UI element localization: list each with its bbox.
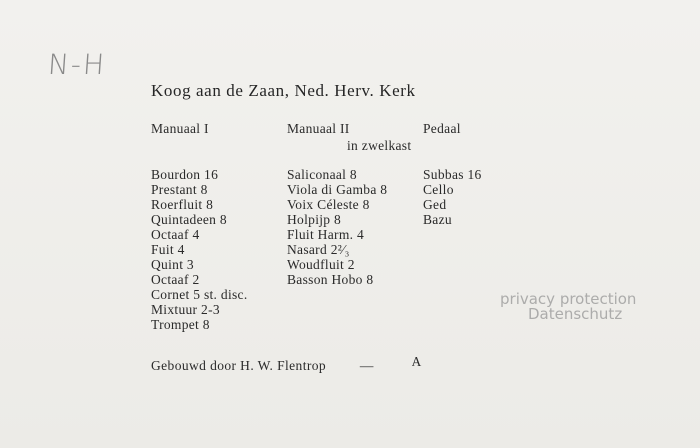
builder-line xyxy=(151,354,422,374)
stop-item: Holpijp 8 xyxy=(287,212,342,227)
stop-item: Ged xyxy=(423,197,447,212)
column-manuaal-2 xyxy=(287,121,419,287)
handwritten-annotation: N-H xyxy=(46,48,108,81)
column-heading: Manuaal I xyxy=(151,121,209,136)
column-heading: Manuaal II xyxy=(287,121,350,136)
column-subheading: in zwelkast xyxy=(347,138,412,153)
stop-item: Cello xyxy=(423,182,454,197)
stop-list xyxy=(287,167,419,287)
stop-item: Nasard 2²⁄₃ xyxy=(287,242,350,257)
stop-list xyxy=(151,167,281,332)
stop-item: Cornet 5 st. disc. xyxy=(151,287,248,302)
stop-item: Bazu xyxy=(423,212,452,227)
stop-list xyxy=(423,167,495,227)
stop-item: Fuit 4 xyxy=(151,242,185,257)
stop-item: Bourdon 16 xyxy=(151,167,219,182)
stop-item: Prestant 8 xyxy=(151,182,208,197)
stop-item: Voix Céleste 8 xyxy=(287,197,370,212)
stop-item: Saliconaal 8 xyxy=(287,167,357,182)
truncated-text: A xyxy=(411,354,422,369)
separator-dash: — xyxy=(359,358,374,373)
watermark-line-2: Datenschutz xyxy=(528,305,623,323)
stop-item: Viola di Gamba 8 xyxy=(287,182,388,197)
stop-item: Quint 3 xyxy=(151,257,194,272)
column-manuaal-1 xyxy=(151,121,281,332)
stop-item: Octaaf 4 xyxy=(151,227,200,242)
column-pedaal xyxy=(423,121,495,227)
column-heading: Pedaal xyxy=(423,121,461,136)
stop-item: Quintadeen 8 xyxy=(151,212,227,227)
stop-item: Octaaf 2 xyxy=(151,272,200,287)
card-title: Koog aan de Zaan, Ned. Herv. Kerk xyxy=(151,81,416,100)
builder-text: Gebouwd door H. W. Flentrop xyxy=(151,358,327,373)
stop-item: Basson Hobo 8 xyxy=(287,272,374,287)
stop-item: Roerfluit 8 xyxy=(151,197,214,212)
privacy-watermark xyxy=(500,292,636,322)
stop-item: Woudfluit 2 xyxy=(287,257,355,272)
stop-item: Trompet 8 xyxy=(151,317,210,332)
stop-item: Fluit Harm. 4 xyxy=(287,227,365,242)
watermark-line-1: privacy protection xyxy=(500,290,637,308)
stop-item: Subbas 16 xyxy=(423,167,482,182)
stop-item: Mixtuur 2-3 xyxy=(151,302,220,317)
